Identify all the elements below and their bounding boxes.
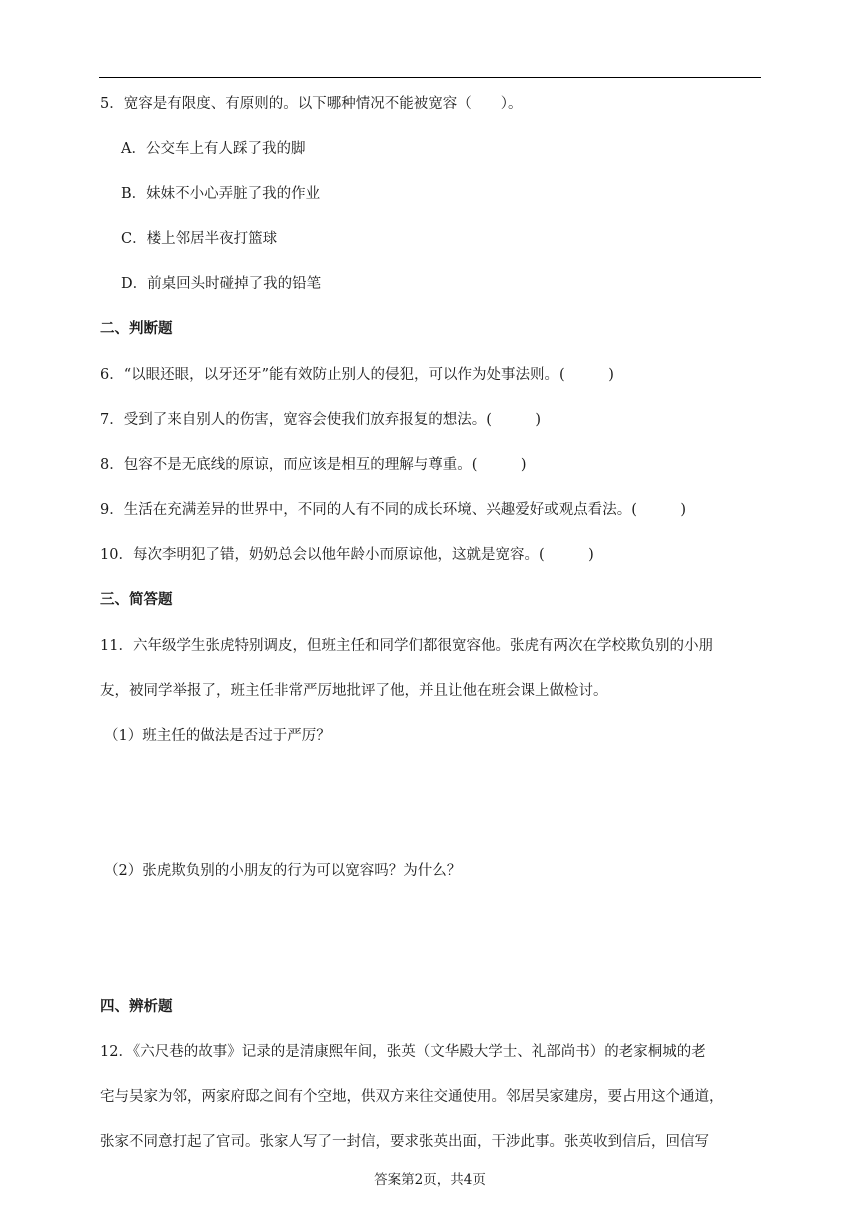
question-11-sub-1: （1）班主任的做法是否过于严厉？ [104, 728, 331, 744]
section-heading-analysis: 四、辨析题 [100, 998, 173, 1015]
page-footer: 答案第2页，共4页 [374, 1172, 486, 1188]
question-5-option-c: C．楼上邻居半夜打篮球 [121, 231, 278, 247]
question-10: 10．每次李明犯了错，奶奶总会以他年龄小而原谅他，这就是宽容。( ) [100, 547, 594, 563]
question-12-line-2: 宅与吴家为邻，两家府邸之间有个空地，供双方来往交通使用。邻居吴家建房，要占用这个通道， [100, 1089, 724, 1105]
question-5-stem: 5．宽容是有限度、有原则的。以下哪种情况不能被宽容（ ）。 [100, 96, 523, 112]
question-8: 8．包容不是无底线的原谅，而应该是相互的理解与尊重。( ) [100, 457, 527, 473]
header-rule [99, 77, 761, 78]
question-11-line-1: 11．六年级学生张虎特别调皮，但班主任和同学们都很宽容他。张虎有两次在学校欺负别的小朋 [100, 638, 713, 654]
question-12-line-1: 12．《六尺巷的故事》记录的是清康熙年间，张英（文华殿大学士、礼部尚书）的老家桐城的老 [100, 1044, 706, 1060]
question-12-line-3: 张家不同意打起了官司。张家人写了一封信，要求张英出面，干涉此事。张英收到信后，回信写 [100, 1134, 709, 1150]
section-heading-judgment: 二、判断题 [100, 320, 173, 337]
question-5-option-d: D．前桌回头时碰掉了我的铅笔 [121, 276, 322, 292]
question-11-sub-2: （2）张虎欺负别的小朋友的行为可以宽容吗？为什么？ [104, 863, 462, 879]
section-heading-short-answer: 三、简答题 [100, 591, 173, 608]
question-5-option-a: A．公交车上有人踩了我的脚 [121, 141, 306, 157]
question-9: 9．生活在充满差异的世界中，不同的人有不同的成长环境、兴趣爱好或观点看法。( ) [100, 502, 687, 518]
question-6: 6．“以眼还眼，以牙还牙”能有效防止别人的侵犯，可以作为处事法则。( ) [100, 367, 614, 383]
question-5-option-b: B．妹妹不小心弄脏了我的作业 [121, 186, 321, 202]
question-7: 7．受到了来自别人的伤害，宽容会使我们放弃报复的想法。( ) [100, 412, 542, 428]
question-11-line-2: 友，被同学举报了，班主任非常严厉地批评了他，并且让他在班会课上做检讨。 [100, 683, 608, 699]
